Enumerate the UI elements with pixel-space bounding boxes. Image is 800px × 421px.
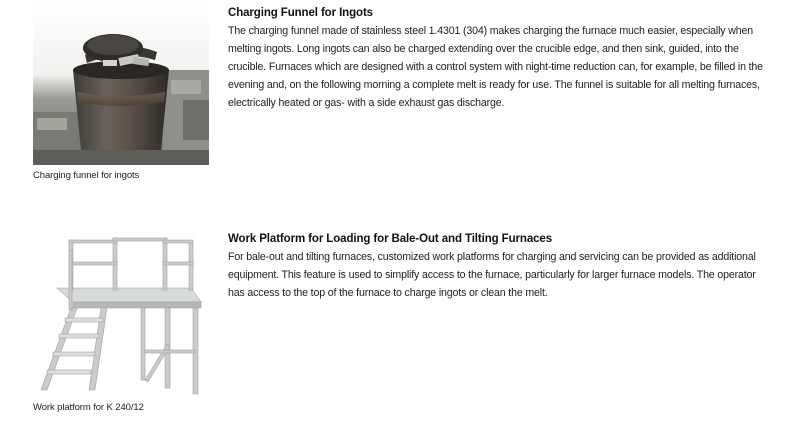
work-platform-photo [33, 230, 209, 400]
section-body: For bale-out and tilting furnaces, customized work platforms for charging and servicing can be provided as additional equipment. This feature is used to simplify access to the furnace, particularly for larger furnace models. The operator has access to the top of the furnace to charge ingots or clean the melt. [228, 251, 756, 299]
work-platform-section [0, 228, 800, 421]
charging-funnel-caption: Charging funnel for ingots [33, 170, 140, 181]
section-heading: Work Platform for Loading for Bale-Out and Tilting Furnaces [228, 233, 553, 245]
charging-funnel-photo [33, 0, 209, 165]
section-heading: Charging Funnel for Ingots [228, 7, 373, 19]
work-platform-caption: Work platform for K 240/12 [33, 402, 144, 413]
section-body: The charging funnel made of stainless steel 1.4301 (304) makes charging the furnace much easier, especially when melting ingots. Long ingots can also be charged extending over the crucible edge, and then sink, guided, into the crucible. Furnaces which are designed with a control system with night-time reduction can, for example, be filled in the evening and, on the following morning a complete melt is ready for use. The funnel is suitable for all melting furnaces, electrically heated or gas- with a side exhaust gas discharge. [228, 25, 763, 109]
charging-funnel-section [0, 0, 800, 200]
work-platform-text [228, 233, 768, 302]
charging-funnel-text [228, 7, 768, 112]
